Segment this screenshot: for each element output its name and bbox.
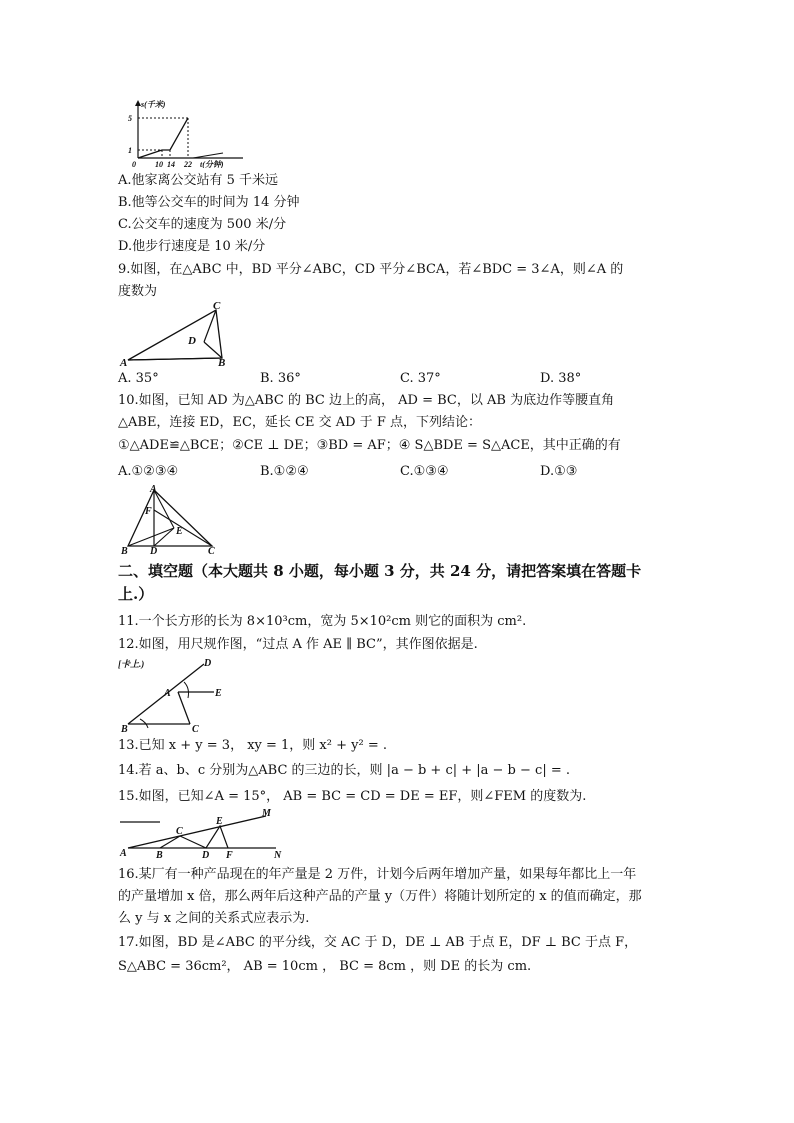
q11-question: 11.一个长方形的长为 8×10³cm，宽为 5×10²cm 则它的面积为 cm².	[118, 614, 527, 629]
q12-label-d: D	[204, 658, 212, 669]
q12-question: 12.如图，用尺规作图，“过点 A 作 AE ∥ BC”，其作图依据是.	[118, 637, 478, 652]
q15-label-a: A	[120, 848, 127, 859]
q10-option-a: A.①②③④	[118, 464, 179, 479]
q9-label-c: C	[213, 300, 221, 312]
q9-triangle-figure	[118, 300, 238, 368]
q15-label-f: F	[226, 850, 233, 860]
q15-label-b: B	[156, 850, 163, 860]
q10-option-c: C.①③④	[400, 464, 449, 479]
q9-label-d: D	[188, 335, 196, 347]
q10-question-line1: 10.如图，已知 AD 为△ABC 的 BC 边上的高， AD = BC，以 AB 为底边作等腰直角	[118, 393, 615, 408]
q8-distance-time-graph	[118, 98, 248, 168]
q9-label-a: A	[120, 357, 128, 368]
q8-x-tick-0: 0	[132, 160, 136, 168]
q17-question-line1: 17.如图，BD 是∠ABC 的平分线，交 AC 于 D，DE ⊥ AB 于点 E，DF ⊥ BC 于点 F，	[118, 935, 638, 950]
q9-option-b: B. 36°	[260, 371, 301, 386]
q15-question: 15.如图，已知∠A = 15°， AB = BC = CD = DE = EF，则∠FEM 的度数为.	[118, 789, 587, 804]
q12-construction-figure	[118, 656, 238, 734]
q15-label-d: D	[202, 850, 210, 860]
q8-x-tick-10: 10	[155, 160, 163, 168]
q8-option-a: A.他家离公交站有 5 千米远	[118, 173, 279, 188]
q15-label-c: C	[176, 826, 183, 837]
section2-title-line1: 二、填空题（本大题共 8 小题，每小题 3 分，共 24 分，请把答案填在答题卡	[118, 562, 642, 580]
q8-y-axis-label: s(千米)	[141, 100, 166, 109]
q10-question-line3: ①△ADE≌△BCE；②CE ⊥ DE；③BD = AF；④ S△BDE = S△ACE，其中正确的有	[118, 438, 621, 453]
q9-question-line1: 9.如图，在△ABC 中，BD 平分∠ABC，CD 平分∠BCA，若∠BDC = 3∠A，则∠A 的	[118, 262, 624, 277]
q8-option-b: B.他等公交车的时间为 14 分钟	[118, 195, 300, 210]
q10-label-e: E	[176, 526, 183, 537]
q16-question-line2: 的产量增加 x 倍，那么两年后这种产品的产量 y（万件）将随计划所定的 x 的值而确定，那	[118, 889, 642, 904]
q15-zigzag-figure	[118, 808, 288, 860]
q10-label-d: D	[150, 546, 158, 556]
q8-option-c: C.公交车的速度为 500 米/分	[118, 217, 287, 232]
q10-option-b: B.①②④	[260, 464, 309, 479]
q10-question-line2: △ABE，连接 ED，EC，延长 CE 交 AD 于 F 点，下列结论：	[118, 415, 481, 430]
q16-question-line3: 么 y 与 x 之间的关系式应表示为.	[118, 911, 310, 926]
section2-title-line2: 上.）	[118, 585, 154, 603]
q15-label-e: E	[216, 816, 223, 827]
q13-question: 13.已知 x + y = 3， xy = 1，则 x² + y² = .	[118, 738, 387, 753]
q8-y-tick-5: 5	[128, 114, 132, 123]
q8-y-tick-1: 1	[128, 146, 132, 155]
q10-label-f: F	[145, 506, 152, 517]
q8-x-tick-14: 14	[167, 160, 175, 168]
q12-scan-fragment: [卡上.)	[118, 659, 145, 669]
q14-question: 14.若 a、b、c 分别为△ABC 的三边的长，则 |a − b + c| + |a − b − c| = .	[118, 763, 570, 778]
q8-option-d: D.他步行速度是 10 米/分	[118, 239, 266, 254]
q10-label-b: B	[121, 546, 128, 556]
q16-question-line1: 16.某厂有一种产品现在的年产量是 2 万件，计划今后两年增加产量，如果每年都比上一年	[118, 867, 637, 882]
q10-triangle-figure	[118, 484, 228, 556]
q9-label-b: B	[218, 357, 226, 368]
q9-option-d: D. 38°	[540, 371, 582, 386]
q9-option-a: A. 35°	[118, 371, 159, 386]
q12-label-b: B	[121, 724, 128, 734]
q12-label-e: E	[215, 688, 222, 699]
q9-option-c: C. 37°	[400, 371, 441, 386]
q12-label-c: C	[192, 724, 199, 734]
q8-x-tick-22: 22	[184, 160, 192, 168]
q10-option-d: D.①③	[540, 464, 578, 479]
q10-label-c: C	[208, 546, 215, 556]
q8-x-axis-label: t(分钟)	[200, 160, 224, 168]
q15-label-n: N	[274, 850, 282, 860]
q10-label-a: A	[150, 484, 157, 495]
q17-question-line2: S△ABC = 36cm²， AB = 10cm ， BC = 8cm ，则 DE 的长为 cm.	[118, 959, 532, 974]
q12-label-a: A	[164, 688, 171, 699]
q9-question-line2: 度数为	[118, 284, 158, 299]
q15-label-m: M	[262, 808, 271, 819]
